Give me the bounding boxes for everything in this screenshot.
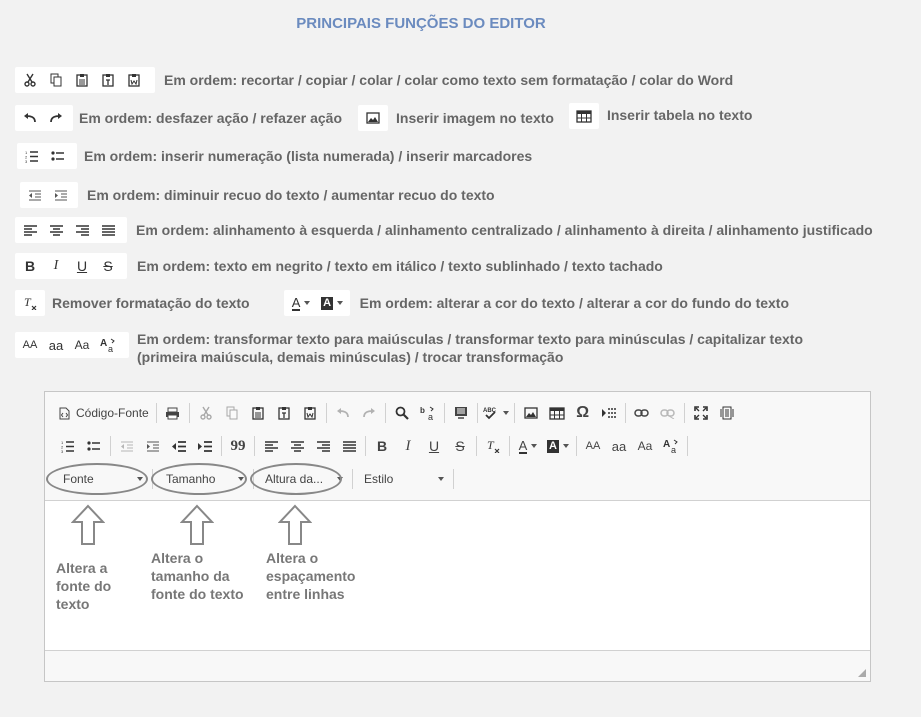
line-height-note-line: Altera o [266,550,319,566]
legend-color-text: Em ordem: alterar a cor do texto / alterar a cor do fundo do texto [359,295,790,311]
rich-text-editor [44,391,871,682]
blockquote-icon[interactable]: 99 [230,437,246,454]
svg-text:A: A [100,338,108,349]
outdent-icon[interactable] [22,184,48,206]
toolbar-separator [576,436,577,456]
page-title: PRINCIPAIS FUNÇÕES DO EDITOR [296,15,546,32]
align-left-icon[interactable] [258,433,284,459]
size-dropdown-label: Tamanho [166,472,216,486]
image-icon-box [358,105,388,131]
toolbar-separator [625,403,626,423]
strike-icon[interactable]: S [103,258,113,274]
table-icon[interactable] [544,400,570,426]
legend-text-style-text: Em ordem: texto em negrito / texto em itálico / texto sublinhado / texto tachado [137,258,663,274]
legend-table-text: Inserir tabela no texto [606,107,753,123]
paste-text-icon[interactable] [95,69,121,91]
print-icon[interactable] [160,400,186,426]
text-color-icon[interactable]: A [513,433,543,459]
svg-text:a: a [671,445,677,454]
font-note-line: texto [56,596,90,612]
find-icon[interactable] [389,400,415,426]
numbered-list-icon[interactable] [55,433,81,459]
background-color-icon[interactable]: A [318,292,346,314]
paste-icon[interactable] [245,400,271,426]
italic-icon[interactable]: I [405,437,411,454]
toolbar-separator [352,469,353,489]
align-icons [15,217,127,243]
line-height-dropdown-highlight [250,463,342,495]
undo-icon[interactable] [17,107,43,129]
indent-icon[interactable] [48,184,74,206]
legend-image-text: Inserir imagem no texto [396,110,554,126]
align-right-icon[interactable] [69,219,95,241]
toolbar-separator [326,403,327,423]
capitalize-icon[interactable]: Aa [637,439,653,453]
toolbar-separator [444,403,445,423]
source-button-label: Código-Fonte [76,406,149,420]
image-icon[interactable] [360,107,386,129]
bold-icon[interactable]: B [376,438,388,454]
line-height-note-line: entre linhas [266,586,345,602]
cut-icon[interactable] [193,400,219,426]
svg-text:ABC: ABC [482,408,496,414]
svg-text:T: T [487,439,494,452]
uppercase-icon[interactable]: AA [585,440,601,452]
undo-icon[interactable] [330,400,356,426]
size-note [151,549,244,603]
unlink-icon[interactable] [655,400,681,426]
bold-icon[interactable]: B [24,258,36,274]
copy-icon[interactable] [219,400,245,426]
legend-row-align [15,217,873,243]
paste-word-icon[interactable] [297,400,323,426]
arrow-up-icon [180,504,214,546]
legend-undo-text: Em ordem: desfazer ação / refazer ação [79,110,343,126]
legend-remove-format-text: Remover formatação do texto [52,295,250,311]
style-dropdown-label: Estilo [364,472,394,486]
size-note-line: fonte do texto [151,586,244,602]
bullet-list-icon[interactable] [45,145,71,167]
table-icon[interactable] [571,105,597,127]
svg-text:a: a [427,412,433,421]
svg-text:3: 3 [25,158,28,163]
line-height-note-line: espaçamento [266,568,356,584]
toggle-case-icon[interactable] [658,433,684,459]
underline-icon[interactable]: U [76,258,88,274]
toolbar-separator [687,436,688,456]
legend-case-text-line1: Em ordem: transformar texto para maiúsculas / transformar texto para minúsculas / capitalizar texto [137,331,803,347]
legend-clipboard-text: Em ordem: recortar / copiar / colar / colar como texto sem formatação / colar do Word [164,72,734,88]
svg-text:A: A [663,439,671,450]
toolbar-separator [385,403,386,423]
toolbar-separator [254,436,255,456]
line-height-note [266,549,355,603]
legend-align-text: Em ordem: alinhamento à esquerda / alinhamento centralizado / alinhamento à direita / alinhamento justificado [136,222,873,238]
align-justify-icon[interactable] [95,219,121,241]
lowercase-icon[interactable]: aa [611,438,627,454]
remove-format-icon[interactable] [17,292,43,314]
svg-text:2: 2 [61,444,64,449]
size-dropdown-highlight [151,463,247,495]
toolbar-separator [221,436,222,456]
cut-icon[interactable] [17,69,43,91]
legend-lists-text: Em ordem: inserir numeração (lista numerada) / inserir marcadores [84,148,533,164]
legend-row-indent [20,182,495,208]
redo-icon[interactable] [356,400,382,426]
legend-row-undo-image-table [15,105,752,131]
svg-text:b: b [419,406,425,415]
uppercase-icon[interactable]: AA [22,339,38,351]
redo-icon[interactable] [43,107,69,129]
toolbar-separator [365,436,366,456]
font-dropdown-label: Fonte [63,472,94,486]
text-color-icon[interactable]: A [287,292,315,314]
lowercase-icon[interactable]: aa [48,337,64,353]
size-note-line: tamanho da [151,568,230,584]
strike-icon[interactable]: S [455,438,465,454]
font-dropdown-highlight [46,463,148,495]
copy-icon[interactable] [43,69,69,91]
chevron-down-icon [438,477,444,481]
align-right-icon[interactable] [310,433,336,459]
paste-text-icon[interactable] [271,400,297,426]
toggle-case-icon[interactable] [95,334,121,356]
toolbar-separator [514,403,515,423]
bullet-list-icon[interactable] [81,433,107,459]
select-all-icon[interactable] [448,400,474,426]
align-justify-icon[interactable] [336,433,362,459]
show-blocks-icon[interactable] [714,400,740,426]
toolbar-separator [156,403,157,423]
paste-icon[interactable] [69,69,95,91]
legend-row-text-style [15,253,663,279]
image-icon[interactable] [518,400,544,426]
toolbar-separator [110,436,111,456]
spellcheck-icon[interactable] [481,400,511,426]
toolbar-row-1 [55,399,740,427]
toolbar-separator [684,403,685,423]
remove-format-icon-box [15,290,45,316]
page-break-icon[interactable] [596,400,622,426]
toolbar-separator [477,403,478,423]
replace-icon[interactable] [415,400,441,426]
legend-row-clipboard [15,67,733,93]
indent-icon[interactable] [140,433,166,459]
legend-row-format-color [15,290,789,316]
size-note-line: Altera o [151,550,204,566]
indent-icons [20,182,78,208]
svg-text:T: T [24,296,31,309]
arrow-up-icon [71,504,105,546]
remove-format-icon[interactable] [480,433,506,459]
block-indent-icon[interactable] [192,433,218,459]
legend-row-case [15,330,803,366]
toolbar-separator [509,436,510,456]
special-char-icon[interactable]: Ω [576,404,590,421]
case-icons [15,332,129,358]
svg-text:1: 1 [25,149,28,155]
background-color-icon[interactable]: A [543,433,573,459]
align-center-icon[interactable] [43,219,69,241]
arrow-up-icon [278,504,312,546]
table-icon-box [569,103,599,129]
list-icons [17,143,77,169]
undo-redo-icons [15,105,73,131]
svg-text:2: 2 [25,154,28,159]
legend-row-lists [17,143,532,169]
paste-word-icon[interactable] [121,69,147,91]
editor-status-bar [45,650,870,681]
underline-icon[interactable]: U [428,438,440,454]
align-center-icon[interactable] [284,433,310,459]
outdent-icon[interactable] [114,433,140,459]
numbered-list-icon[interactable] [19,145,45,167]
font-note [56,559,111,613]
resize-handle-icon[interactable] [858,669,866,677]
italic-icon[interactable]: I [53,258,59,273]
text-style-icons [15,253,127,279]
svg-text:3: 3 [61,448,64,453]
maximize-icon[interactable] [688,400,714,426]
toolbar-separator [476,436,477,456]
capitalize-icon[interactable]: Aa [74,338,90,352]
style-dropdown[interactable] [356,467,450,491]
source-button[interactable] [55,400,153,426]
legend-indent-text: Em ordem: diminuir recuo do texto / aumentar recuo do texto [87,187,495,203]
align-left-icon[interactable] [17,219,43,241]
svg-text:1: 1 [61,439,64,445]
toolbar-separator [453,469,454,489]
font-note-line: Altera a [56,560,108,576]
toolbar-separator [189,403,190,423]
font-note-line: fonte do [56,578,112,594]
color-icons [284,290,350,316]
legend-case-text-line2: (primeira maiúscula, demais minúsculas) / trocar transformação [137,349,564,365]
svg-text:a: a [108,344,114,353]
toolbar-row-2 [55,432,691,460]
clipboard-icons [15,67,155,93]
block-outdent-icon[interactable] [166,433,192,459]
line-height-dropdown-label: Altura da... [265,472,324,486]
legend-case-text-block [137,330,803,366]
link-icon[interactable] [629,400,655,426]
